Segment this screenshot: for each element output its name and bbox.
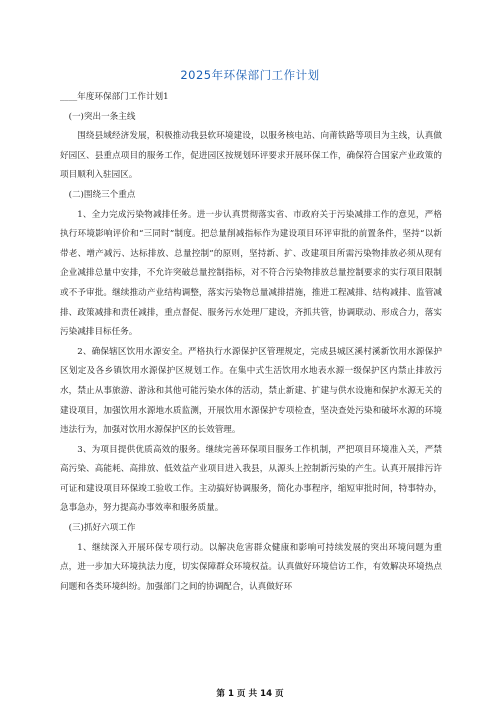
body-paragraph: 围绕县域经济发展，积极推动我县软环境建设，以服务核电站、向莆铁路等项目为主线，认真做好园区、县重点项目的服务工作，促进园区按规划环评要求开展环保工作，确保符合国家产业政策的项目顺利入驻园区。 bbox=[60, 131, 442, 181]
page-number-footer: 第 1 页 共 14 页 bbox=[216, 689, 284, 699]
body-paragraph: 1、全力完成污染物减排任务。进一步认真贯彻落实省、市政府关于污染减排工作的意见，严格执行环境影响评价和“三同时”制度。把总量削减指标作为建设项目环评审批的前置条件，坚持“以新带老、增产减污、达标排放、总量控制”的原则，坚持新、扩、改建项目所需污染物排放必须从现有企业减排总量中安排，不允许突破总量控制指标，对不符合污染物排放总量控制要求的实行项目限制或不予审批。继续推动产业结构调整，落实污染物总量减排措施，推进工程减排、结构减排、监管减排、政策减排和责任减排，重点督促、服务污水处理厂建设，齐抓共管，协调联动、形成合力，落实污染减排目标任务。 bbox=[60, 209, 442, 338]
page-title: 2025年环保部门工作计划 bbox=[180, 68, 320, 82]
document-body bbox=[60, 88, 442, 597]
body-paragraph: 3、为项目提供优质高效的服务。继续完善环保项目服务工作机制，严把项目环境准入关，严禁高污染、高能耗、高排放、低效益产业项目进入我县，从源头上控制新污染的产生。认真开展排污许可证和建设项目环保竣工验收工作。主动搞好协调服务，简化办事程序，缩短审批时间，特事特办，急事急办，努力提高办事效率和服务质量。 bbox=[60, 444, 442, 514]
section-heading-2: (二)围绕三个重点 bbox=[68, 189, 136, 200]
body-paragraph: 1、继续深入开展环保专项行动。以解决危害群众健康和影响可持续发展的突出环境问题为重点，进一步加大环境执法力度，切实保障群众环境权益。认真做好环境信访工作，有效解决环境热点问题和各类环境纠纷。加强部门之间的协调配合，认真做好环 bbox=[60, 542, 442, 592]
section-heading-3: (三)抓好六项工作 bbox=[68, 523, 136, 534]
section-heading-1: (一)突出一条主线 bbox=[68, 111, 136, 122]
body-paragraph: 2、确保辖区饮用水源安全。严格执行水源保护区管理规定，完成县城区溪村溪新饮用水源保护区划定及各乡镇饮用水源保护区规划工作。在集中式生活饮用水地表水源一级保护区内禁止排放污水，禁止从事旅游、游泳和其他可能污染水体的活动，禁止新建、扩建与供水设施和保护水源无关的建设项目，加强饮用水源地水质监测，开展饮用水源保护专项检查，坚决查处污染和破坏水源的环境违法行为，加强对饮用水源保护区的长效管理。 bbox=[60, 346, 442, 436]
document-subtitle: ____年度环保部门工作计划1 bbox=[60, 92, 169, 102]
